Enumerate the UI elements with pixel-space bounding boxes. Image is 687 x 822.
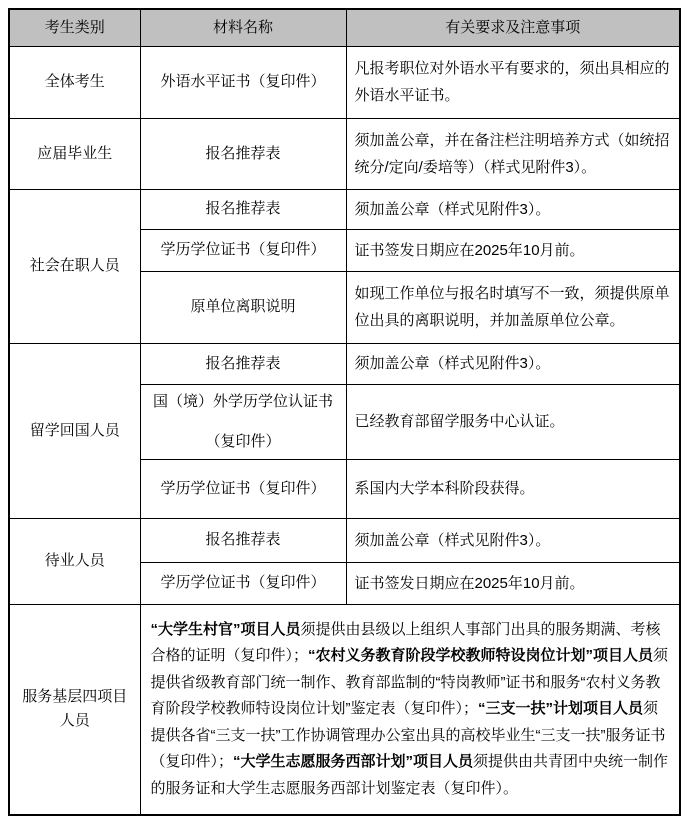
category-cell-grassroots: 服务基层四项目人员 [9,604,140,815]
header-material: 材料名称 [140,9,346,46]
category-cell-all-candidates: 全体考生 [9,46,140,118]
project-name-bold-text: “三支一扶”计划项目人员 [478,700,644,717]
material-cell: 学历学位证书（复印件） [140,562,346,604]
table-row [9,604,680,815]
category-cell-employed: 社会在职人员 [9,189,140,343]
requirement-cell: 须加盖公章，并在备注栏注明培养方式（如统招统分/定向/委培等）（样式见附件3）。 [346,118,680,189]
material-cell [140,384,346,459]
project-requirement-text: 须提供由共青团中央统一制作的服务证和大学生志愿服务西部计划鉴定表（复印件）。 [150,753,669,797]
header-requirement: 有关要求及注意事项 [346,9,680,46]
category-cell-returned-overseas: 留学回国人员 [9,343,140,518]
project-name-bold-text: “农村义务教育阶段学校教师特设岗位计划”项目人员 [308,647,654,664]
table-row [9,118,680,189]
requirement-cell: 须加盖公章（样式见附件3）。 [346,518,680,562]
material-cell: 报名推荐表 [140,343,346,384]
table-row [9,518,680,562]
requirement-cell: 须加盖公章（样式见附件3）。 [346,189,680,229]
table-row [9,343,680,384]
service-projects-cell [140,604,680,815]
material-cell: 学历学位证书（复印件） [140,229,346,271]
requirement-cell: 证书签发日期应在2025年10月前。 [346,562,680,604]
material-cell: 原单位离职说明 [140,271,346,343]
requirement-cell: 系国内大学本科阶段获得。 [346,459,680,518]
material-cell: 外语水平证书（复印件） [140,46,346,118]
category-cell-unemployed: 待业人员 [9,518,140,604]
project-requirement-text: 须提供由县级以上组织人事部门出具的服务期满、考核合格的证明（复印件）； [150,620,661,664]
material-line-2: （复印件） [205,432,281,450]
requirements-table [8,8,681,816]
requirement-cell: 证书签发日期应在2025年10月前。 [346,229,680,271]
requirement-cell: 须加盖公章（样式见附件3）。 [346,343,680,384]
requirement-cell: 已经教育部留学服务中心认证。 [346,384,680,459]
project-name-bold-text: “大学生村官”项目人员 [150,620,301,638]
material-cell: 报名推荐表 [140,518,346,562]
requirement-cell: 凡报考职位对外语水平有要求的，须出具相应的外语水平证书。 [346,46,680,118]
project-name-bold-text: “大学生志愿服务西部计划”项目人员 [233,753,474,770]
table-header-row [9,9,680,46]
project-requirement-text: 须提供省级教育部门统一制作、教育部监制的“特岗教师”证书和服务“农村义务教育阶段学校教师特设岗位计划”鉴定表（复印件）； [150,647,669,717]
category-cell-fresh-graduates: 应届毕业生 [9,118,140,189]
project-requirement-text: 须提供各省“三支一扶”工作协调管理办公室出具的高校毕业生“三支一扶”服务证书（复印件）； [150,700,666,770]
requirement-cell: 如现工作单位与报名时填写不一致，须提供原单位出具的离职说明，并加盖原单位公章。 [346,271,680,343]
material-cell: 报名推荐表 [140,189,346,229]
material-cell: 学历学位证书（复印件） [140,459,346,518]
material-line-1: 国（境）外学历学位认证书 [152,392,333,410]
table-row [9,189,680,229]
table-row [9,46,680,118]
service-projects-paragraph [151,617,674,803]
material-cell: 报名推荐表 [140,118,346,189]
header-category: 考生类别 [9,9,140,46]
